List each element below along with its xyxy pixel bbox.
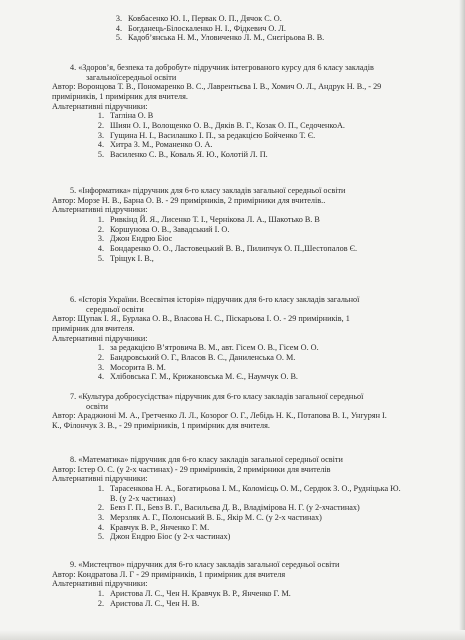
section-heading: 5. «Інформатика» підручник для 6-го класу закладів загальної середньої освіти (70, 186, 346, 195)
section-author: Автор: Кондратова Л. Г - 29 примірників, 1 примірник для вчителя (52, 569, 286, 579)
alt-heading: Альтернативні підручники: (52, 101, 148, 111)
list-item: 3. Мерзляк А. Г., Полонський В. Б., Якір М. С. (у 2-х частинах) (97, 513, 322, 523)
list-item: 5. Василенко С. В., Коваль Я. Ю., Колотій Л. П. (97, 150, 268, 160)
list-item: 5. Кадоб’янська Н. М., Уловиченко Л. М., Снєгірьова В. В. (115, 33, 325, 43)
section-heading: 9. «Мистецтво» підручник для 6-го класу закладів загальної середньої освіти (70, 560, 340, 569)
list-item: 4. Хлібовська Г. М., Крижановська М. Є., Наумчук О. В. (97, 372, 298, 382)
section-author: Автор: Істер О. С. (у 2-х частинах) - 29 примірників, 2 примірники для вчителів (52, 464, 331, 474)
section-math (52, 455, 443, 542)
section-health (52, 63, 443, 160)
list-item: 5. Джон Ендрю Біос (у 2-х частинах) (97, 532, 231, 542)
top-list (110, 14, 443, 43)
section-author-cont: примірників, 1 примірник для вчителя. (52, 92, 188, 102)
list-item: 1. Ривкінд Й. Я., Лисенко Т. І., Черніковa Л. А., Шакотько В. В (97, 215, 320, 225)
section-art (52, 560, 443, 608)
section-heading: 4. «Здоров’я, безпека та добробут» підручник інтегрованого курсу для 6 класу закладів (70, 63, 374, 72)
list-item: 2. Бандровський О. Г., Власов В. С., Даниленська О. М. (97, 353, 296, 363)
list-item: 4. Кравчук В. Р., Янченко Г. М. (97, 522, 210, 532)
section-author-cont: К., Філончук З. В., - 29 примірників, 1 примірник для вчителя. (52, 421, 270, 431)
list-item: 2. Шиян О. І., Волощенко О. В., Дяків В. Г., Козак О. П., СедоченкоА. (97, 121, 345, 131)
list-item: 3. Гущина Н. І., Василашко І. П., за редакцією Бойченко Т. Є. (97, 130, 316, 140)
section-author: Автор: Морзе Н. В., Барна О. В. - 29 примірників, 2 примірники для вчителів.. (52, 195, 326, 205)
list-item: 2. Коршунова О. В., Завадський І. О. (97, 224, 230, 234)
scan-edge-shadow (459, 0, 465, 640)
section-history (52, 295, 443, 382)
list-item: 3. Мосорита В. М. (97, 362, 166, 372)
list-item: 4. Богданець-Білоскаленко Н. І., Фідкевич О. Л. (115, 23, 286, 33)
section-heading-cont: загальноїсередньої освіти (86, 72, 177, 82)
section-heading: 6. «Історія України. Всесвітня історія» підручник для 6-го класу закладів загальної (70, 295, 360, 304)
list-item: В. (у 2-х частинах) (110, 493, 176, 503)
list-item: 4. Хитра З. М., Романенко О. А. (97, 140, 213, 150)
scan-bottom-shadow (0, 630, 465, 640)
alt-heading: Альтернативні підручники: (52, 579, 148, 589)
section-heading-cont: середньої освіти (86, 304, 144, 314)
section-culture (52, 392, 443, 431)
list-item: 1. за редакцією В’ятровича В. М., авт. Гісем О. В., Гісем О. О. (97, 343, 319, 353)
section-author: Автор: Воронцова Т. В., Пономаренко В. С., Лаврентьєва І. В., Хомич О. Л., Андрук Н. В., - 29 (52, 82, 382, 92)
section-informatics (52, 186, 443, 263)
list-item: 1. Тагліна О. В (97, 111, 154, 121)
section-author: Автор: Щупак І. Я., Бурлака О. В., Власова Н. С., Піскарьова І. О. - 29 примірників, 1 (52, 314, 350, 324)
list-item: 3. Ковбасенко Ю. І., Первак О. П., Дячок С. О. (115, 14, 282, 23)
list-item: 3. Джон Ендрю Біос (97, 234, 173, 244)
section-author-cont: примірник для вчителя. (52, 324, 135, 334)
list-item: 1. Тарасенкова Н. А., Богатирьова І. М., Коломієць О. М., Сердюк З. О., Рудніцька Ю. (97, 484, 401, 494)
alt-heading: Альтернативні підручники: (52, 333, 148, 343)
list-item: 2. Бевз Г. П., Бевз В. Г., Васильєва Д. В., Владімірова Н. Г. (у 2-хчастинах) (97, 503, 360, 513)
list-item: 4. Бондаренко О. О., Ластовецький В. В., Пилипчук О. П.,Шестопалов Є. (97, 244, 358, 254)
section-heading: 8. «Математика» підручник для 6-го класу закладів загальної середньої освіти (70, 455, 343, 464)
section-heading: 7. «Культура добросусідства» підручник для 6-го класу закладів загальної середньої (70, 392, 364, 401)
list-item: 1. Аристова Л. С., Чен Н. Кравчук В. Р., Янченко Г. М. (97, 589, 291, 599)
list-item: 5. Тріщук І. В., (97, 253, 154, 263)
alt-heading: Альтернативні підручники: (52, 474, 148, 484)
alt-heading: Альтернативні підручники: (52, 205, 148, 215)
section-author: Автор: Араджионі М. А., Гретченко Л. Л., Козорог О. Г., Лебідь Н. К., Потапова В. І., Унгурян І. (52, 411, 387, 421)
list-item: 2. Аристова Л. С., Чен Н. В. (97, 598, 200, 608)
section-heading-cont: освіти (86, 401, 109, 411)
